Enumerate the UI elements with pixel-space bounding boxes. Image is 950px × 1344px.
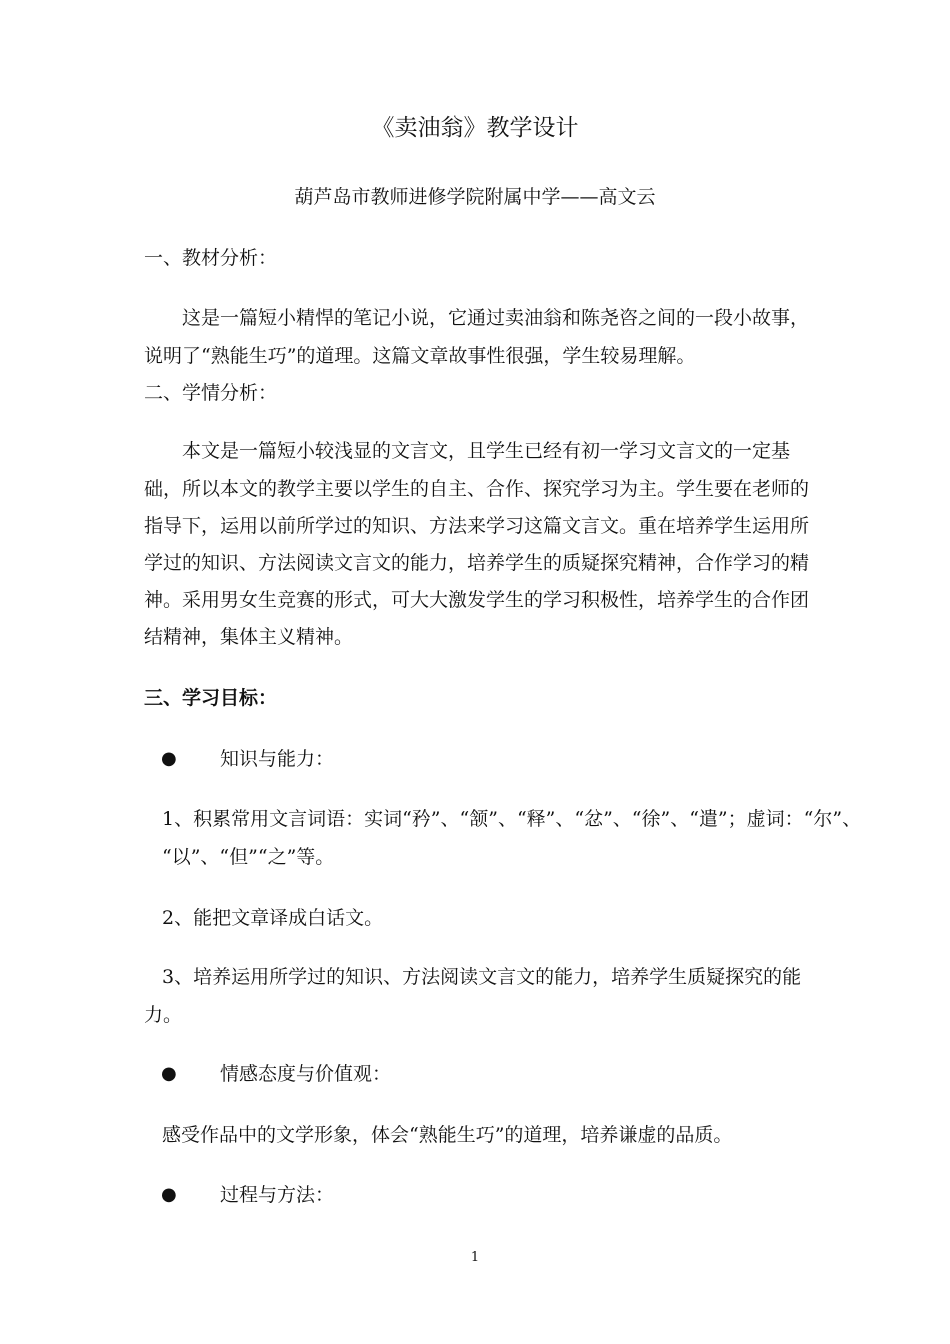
item2: 2、能把文章译成白话文。 [162, 907, 384, 929]
section2-line-6: 结精神，集体主义精神。 [144, 626, 354, 648]
section1-heading: 一、教材分析： [144, 247, 278, 269]
section2-heading: 二、学情分析： [144, 382, 278, 404]
section1-line-1: 这是一篇短小精悍的笔记小说，它通过卖油翁和陈尧咨之间的一段小故事， [182, 307, 810, 329]
document-title: 《卖油翁》教学设计 [371, 115, 579, 141]
sub2-text: 感受作品中的文学形象，体会“熟能生巧”的道理，培养谦虚的品质。 [162, 1124, 733, 1146]
page-number: 1 [470, 1250, 480, 1265]
item3-line-1: 3、培养运用所学过的知识、方法阅读文言文的能力，培养学生质疑探究的能 [162, 966, 802, 988]
section1-line-2: 说明了“熟能生巧”的道理。这篇文章故事性很强，学生较易理解。 [144, 345, 696, 367]
sub1-label: 知识与能力： [220, 748, 335, 770]
section2-line-5: 神。采用男女生竞赛的形式，可大大激发学生的学习积极性，培养学生的合作团 [144, 589, 810, 611]
item3-line-2: 力。 [144, 1004, 183, 1026]
item1-line-1: 1、积累常用文言词语：实词“矜”、“颔”、“释”、“忿”、“徐”、“遣”；虚词：“尔”、 [162, 808, 862, 830]
section2-line-1: 本文是一篇短小较浅显的文言文，且学生已经有初一学习文言文的一定基 [182, 440, 791, 462]
item1-line-2: “以”、“但”“之”等。 [162, 846, 335, 868]
section3-heading: 三、学习目标： [144, 687, 278, 709]
sub3-label: 过程与方法： [220, 1184, 335, 1206]
section2-line-2: 础，所以本文的教学主要以学生的自主、合作、探究学习为主。学生要在老师的 [144, 478, 810, 500]
bullet-icon: ● [161, 1063, 177, 1084]
author-line: 葫芦岛市教师进修学院附属中学——高文云 [294, 186, 656, 208]
bullet-icon: ● [161, 748, 177, 769]
bullet-icon: ● [161, 1184, 177, 1205]
sub2-label: 情感态度与价值观： [220, 1063, 392, 1085]
section2-line-3: 指导下，运用以前所学过的知识、方法来学习这篇文言文。重在培养学生运用所 [144, 515, 810, 537]
section2-line-4: 学过的知识、方法阅读文言文的能力，培养学生的质疑探究精神，合作学习的精 [144, 552, 810, 574]
